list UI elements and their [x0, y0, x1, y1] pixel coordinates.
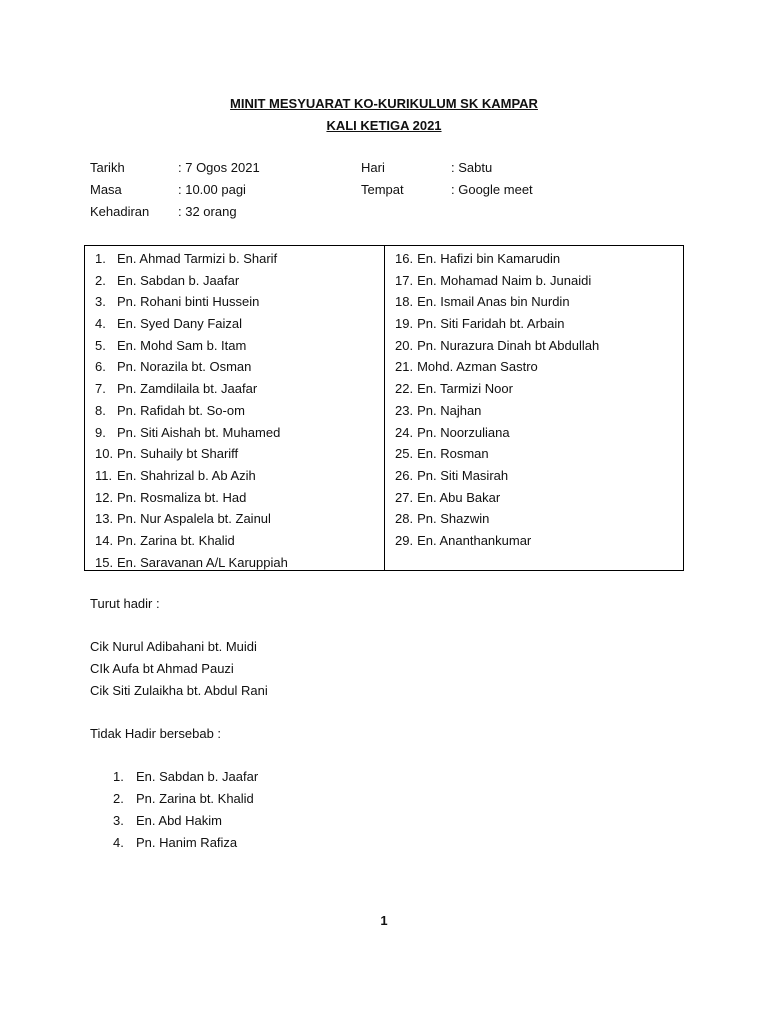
attendee-name: Pn. Siti Masirah	[417, 467, 509, 483]
attendance-table	[84, 245, 684, 571]
row-number: 11.	[95, 467, 113, 483]
table-row	[95, 248, 288, 270]
attendee-name: En. Syed Dany Faizal	[117, 316, 243, 332]
attendee-name: Pn. Suhaily bt Shariff	[117, 446, 239, 462]
table-row	[95, 465, 288, 487]
attendee-name: En. Ananthankumar	[417, 532, 532, 548]
list-item	[113, 769, 258, 784]
attendee-name: En. Mohd Sam b. Itam	[117, 337, 247, 353]
absent-name: En. Sabdan b. Jaafar	[136, 769, 259, 784]
row-number: 28.	[395, 511, 414, 527]
row-number: 15.	[95, 554, 114, 570]
hari-label: Hari	[361, 160, 385, 175]
list-item	[113, 791, 254, 806]
table-row	[95, 400, 288, 422]
row-number: 24.	[395, 424, 414, 440]
kehadiran-label: Kehadiran	[90, 204, 150, 219]
attendee-name: Pn. Rosmaliza bt. Had	[117, 489, 247, 505]
absent-name: Pn. Zarina bt. Khalid	[136, 791, 254, 806]
row-number: 27.	[395, 489, 414, 505]
turut-hadir-label: Turut hadir :	[90, 596, 160, 611]
guest-item: CIk Aufa bt Ahmad Pauzi	[90, 661, 234, 676]
row-number: 19.	[395, 316, 414, 332]
attendee-name: En. Abu Bakar	[417, 489, 501, 505]
table-row	[395, 335, 599, 357]
row-number: 18.	[395, 294, 414, 310]
guest-item: Cik Nurul Adibahani bt. Muidi	[90, 639, 257, 654]
table-row	[95, 422, 288, 444]
attendee-name: Pn. Nurazura Dinah bt Abdullah	[417, 337, 600, 353]
row-number: 9.	[95, 424, 106, 440]
list-number: 3.	[113, 813, 124, 828]
table-row	[95, 530, 288, 552]
table-row	[95, 291, 288, 313]
tempat-label: Tempat	[361, 182, 404, 197]
table-row	[395, 270, 599, 292]
attendee-name: Pn. Rohani binti Hussein	[117, 294, 260, 310]
attendee-name: Pn. Zarina bt. Khalid	[117, 532, 235, 548]
attendee-name: Pn. Shazwin	[417, 511, 490, 527]
table-row	[395, 378, 599, 400]
list-number: 2.	[113, 791, 124, 806]
table-row	[95, 552, 288, 574]
row-number: 14.	[95, 532, 114, 548]
table-row	[95, 356, 288, 378]
list-item	[113, 813, 222, 828]
kehadiran-value: : 32 orang	[178, 204, 237, 219]
row-number: 1.	[95, 251, 106, 266]
row-number: 6.	[95, 359, 106, 375]
table-row	[395, 356, 599, 378]
table-row	[395, 465, 599, 487]
attendance-column-left	[95, 248, 288, 573]
attendee-name: Mohd. Azman Sastro	[417, 359, 538, 375]
table-row	[95, 443, 288, 465]
page-number: 1	[380, 913, 388, 928]
table-row	[95, 487, 288, 509]
attendee-name: En. Rosman	[417, 446, 489, 462]
hari-value: : Sabtu	[451, 160, 493, 175]
row-number: 4.	[95, 316, 106, 332]
attendee-name: En. Tarmizi Noor	[417, 381, 513, 397]
attendee-name: Pn. Norazila bt. Osman	[117, 359, 252, 375]
row-number: 7.	[95, 381, 106, 397]
list-number: 4.	[113, 835, 124, 850]
row-number: 21.	[395, 359, 414, 375]
row-number: 13.	[95, 511, 114, 527]
document-subtitle: KALI KETIGA 2021	[326, 118, 442, 133]
row-number: 8.	[95, 402, 106, 418]
attendee-name: Pn. Noorzuliana	[417, 424, 510, 440]
table-row	[395, 508, 599, 530]
list-item	[113, 835, 237, 850]
tarikh-label: Tarikh	[90, 160, 125, 175]
table-row	[395, 443, 599, 465]
attendee-name: En. Ismail Anas bin Nurdin	[417, 294, 570, 310]
guest-item: Cik Siti Zulaikha bt. Abdul Rani	[90, 683, 268, 698]
row-number: 17.	[395, 272, 414, 288]
attendee-name: Pn. Nur Aspalela bt. Zainul	[117, 511, 271, 527]
row-number: 16.	[395, 251, 414, 266]
document-title: MINIT MESYUARAT KO-KURIKULUM SK KAMPAR	[230, 96, 538, 111]
row-number: 29.	[395, 532, 414, 548]
attendee-name: En. Ahmad Tarmizi b. Sharif	[117, 251, 278, 266]
attendee-name: En. Hafizi bin Kamarudin	[417, 251, 561, 266]
row-number: 25.	[395, 446, 414, 462]
attendee-name: Pn. Siti Faridah bt. Arbain	[417, 316, 565, 332]
table-row	[395, 313, 599, 335]
tarikh-value: : 7 Ogos 2021	[178, 160, 260, 175]
table-row	[395, 487, 599, 509]
tempat-value: : Google meet	[451, 182, 533, 197]
table-row	[95, 313, 288, 335]
attendee-name: En. Shahrizal b. Ab Azih	[117, 467, 256, 483]
table-row	[395, 291, 599, 313]
table-row	[395, 248, 599, 270]
attendee-name: En. Mohamad Naim b. Junaidi	[417, 272, 592, 288]
row-number: 20.	[395, 337, 414, 353]
row-number: 3.	[95, 294, 106, 310]
masa-label: Masa	[90, 182, 122, 197]
table-row	[95, 335, 288, 357]
masa-value: : 10.00 pagi	[178, 182, 246, 197]
row-number: 2.	[95, 272, 106, 288]
list-number: 1.	[113, 769, 124, 784]
attendee-name: En. Saravanan A/L Karuppiah	[117, 554, 288, 570]
row-number: 5.	[95, 337, 106, 353]
attendee-name: Pn. Rafidah bt. So-om	[117, 402, 245, 418]
attendee-name: En. Sabdan b. Jaafar	[117, 272, 240, 288]
row-number: 22.	[395, 381, 414, 397]
tidak-hadir-label: Tidak Hadir bersebab :	[90, 726, 222, 741]
row-number: 10.	[95, 446, 114, 462]
row-number: 26.	[395, 467, 414, 483]
attendee-name: Pn. Siti Aishah bt. Muhamed	[117, 424, 281, 440]
row-number: 12.	[95, 489, 114, 505]
row-number: 23.	[395, 402, 414, 418]
attendee-name: Pn. Zamdilaila bt. Jaafar	[117, 381, 258, 397]
absent-name: En. Abd Hakim	[136, 813, 222, 828]
table-divider	[384, 246, 385, 570]
table-row	[95, 508, 288, 530]
table-row	[395, 422, 599, 444]
absent-name: Pn. Hanim Rafiza	[136, 835, 238, 850]
table-row	[95, 378, 288, 400]
attendance-column-right	[395, 248, 599, 552]
table-row	[95, 270, 288, 292]
attendee-name: Pn. Najhan	[417, 402, 482, 418]
table-row	[395, 530, 599, 552]
table-row	[395, 400, 599, 422]
